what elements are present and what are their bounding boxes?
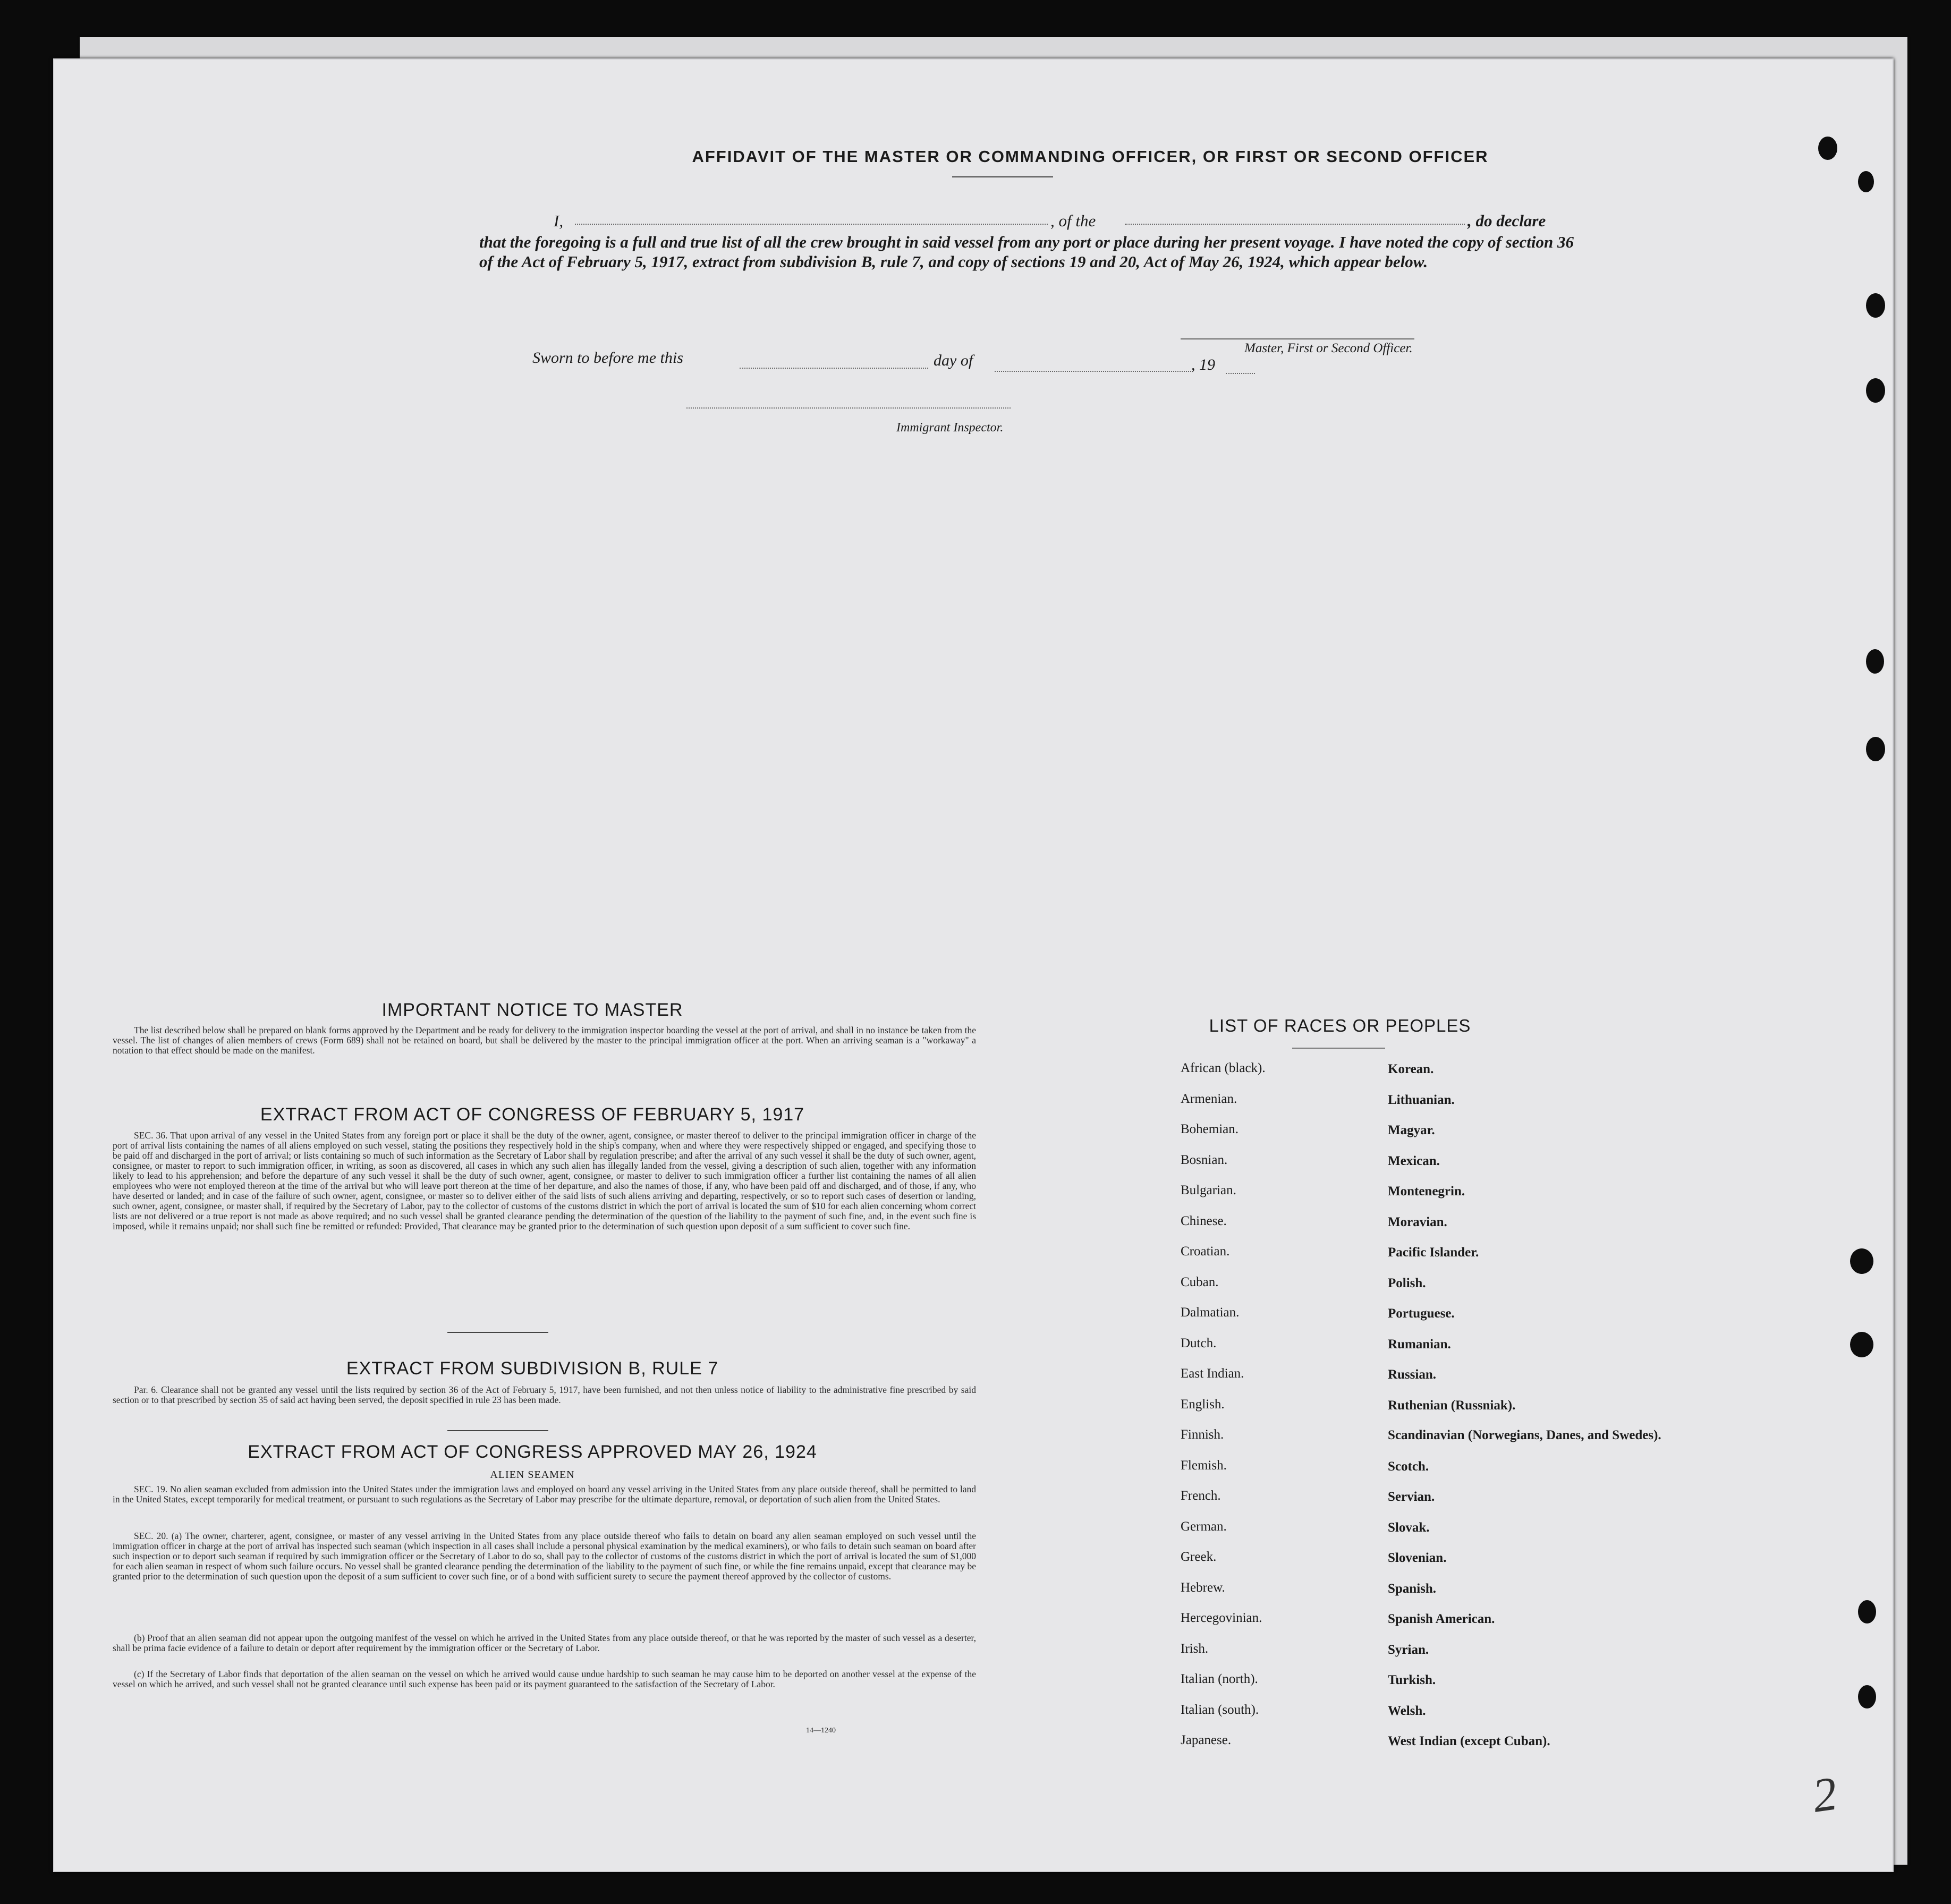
binder-hole-icon [1866,378,1885,403]
sworn-text: Sworn to before me this [532,349,683,367]
race-item: Lithuanian. [1388,1092,1455,1107]
race-item: Montenegrin. [1388,1184,1465,1198]
race-item: Turkish. [1388,1673,1436,1687]
notice-title: IMPORTANT NOTICE TO MASTER [381,1000,683,1020]
race-item: Armenian. [1181,1091,1237,1106]
document-page [53,58,1894,1872]
race-item: Ruthenian (Russniak). [1388,1398,1516,1413]
form-number: 14—1240 [806,1727,836,1735]
race-item: Polish. [1388,1276,1426,1290]
declaration-i: I, [554,211,564,230]
binder-hole-icon [1818,137,1837,160]
race-item: Rumanian. [1388,1337,1451,1352]
race-item: Scandinavian (Norwegians, Danes, and Swedes). [1388,1428,1661,1442]
race-item: Croatian. [1181,1244,1230,1259]
race-item: West Indian (except Cuban). [1388,1734,1550,1748]
extract-rule7-text: Par. 6. Clearance shall not be granted any vessel until the lists required by section 36 of the Act of February 5, 1917, have been furnished, and not then unless notice of liability to the administrative fine prescribed by said section or to that prescribed by section 35 of said act having been served, the deposit specified in rule 23 has been made. [113,1384,976,1405]
declaration-do-declare: , do declare [1468,211,1546,230]
race-item: Bosnian. [1181,1152,1228,1167]
section-20c-text: (c) If the Secretary of Labor finds that deportation of the alien seaman on the vessel on which he arrived would cause undue hardship to such seaman he may cause him to be deported on another vessel at the expense of the vessel on which he arrived, and such vessel shall not be granted clearance until such expense has been paid or its payment guaranteed to the satisfaction of the Secretary of Labor. [113,1669,976,1689]
race-item: Korean. [1388,1062,1434,1076]
binder-hole-icon [1858,171,1874,192]
declaration-fill-line [479,211,1574,232]
section-20a-text: SEC. 20. (a) The owner, charterer, agent, consignee, or master of any vessel arriving in the United States from any place outside thereof who fails to detain on board any alien seaman employed on such vessel until the immigration officer in charge at the port of arrival has inspected such seaman (which inspection in all cases shall include a personal physical examination by the medical examiners), or who fails to detain such seaman on board after such inspection or to deport such seaman if required by such immigration officer or the Secretary of Labor to do so, shall pay to the collector of customs of the customs district in which the port of arrival is located the sum of $1,000 for each alien seaman in respect of whom such failure occurs. No vessel shall be granted clearance pending the determination of the liability to the payment of such fine, or while the fine remains unpaid, except that clearance may be granted prior to the determination of such question upon the deposit of a sum sufficient to cover such fine, or of a bond with sufficient surety to secure the payment thereof approved by the collector of customs. [113,1531,976,1582]
sworn-month-field[interactable] [995,371,1191,372]
race-item: Mexican. [1388,1153,1440,1168]
race-item: Japanese. [1181,1733,1232,1747]
race-item: Italian (north). [1181,1672,1258,1686]
races-title: LIST OF RACES OR PEOPLES [1209,1016,1471,1035]
race-item: Slovenian. [1388,1551,1447,1565]
race-item: Hebrew. [1181,1580,1225,1595]
vessel-name-field[interactable] [1125,212,1465,225]
race-item: Magyar. [1388,1123,1435,1137]
race-item: Slovak. [1388,1520,1430,1535]
binder-hole-icon [1866,737,1885,761]
binder-hole-icon [1850,1332,1873,1357]
race-item: Moravian. [1388,1214,1447,1229]
declaration-of-the: , of the [1050,211,1096,230]
binder-hole-icon [1858,1600,1876,1624]
master-name-field[interactable] [575,212,1048,225]
section-19-text: SEC. 19. No alien seaman excluded from admission into the United States under the immigration laws and employed on board any vessel arriving in the United States from any place outside thereof, shall be permitted to land in the United States, except temporarily for medical treatment, or pursuant to such regulations as the Secretary of Labor may prescribe for the ultimate departure, removal, or deportation of such alien from the United States. [113,1484,976,1504]
race-item: Bulgarian. [1181,1183,1236,1197]
race-item: Flemish. [1181,1458,1227,1473]
race-item: German. [1181,1519,1227,1534]
race-item: Greek. [1181,1550,1217,1564]
race-item: Pacific Islander. [1388,1245,1479,1260]
race-item: Italian (south). [1181,1702,1259,1717]
master-signature-label: Master, First or Second Officer. [1244,341,1413,355]
extract-1917-text: SEC. 36. That upon arrival of any vessel in the United States from any foreign port or place it shall be the duty of the owner, agent, consignee, or master thereof to deliver to the principal immigration officer in charge of the port of arrival lists containing the names of all aliens employed on such vessel, stating the positions they respectively hold in the ship's company, when and where they were respectively shipped or engaged, and specifying those to be paid off and discharged in the port of arrival; or lists containing so much of such information as the Secretary of Labor shall by regulation prescribe; and after the arrival of any such vessel it shall be the duty of such owner, agent, consignee, or master to report to such immigration officer, in writing, as soon as discovered, all cases in which any such alien has illegally landed from the vessel, giving a description of such alien, together with any information likely to lead to his apprehension; and before the departure of any such vessel it shall be the duty of such owner, agent, consignee, or master to deliver to such immigration officer a further list containing the names of all alien employees who were not employed thereon at the time of the arrival but who will leave port thereon at the time of her departure, and also the names of those, if any, who have been paid off and discharged, and of those, if any, who have deserted or landed; and in case of the failure of such owner, agent, consignee, or master so to deliver either of the said lists of such aliens arriving and departing, respectively, or so to report such cases of desertion or landing, such owner, agent, consignee, or master shall, if required by the Secretary of Labor, pay to the collector of customs of the customs district in which the port of arrival is located the sum of $10 for each alien concerning whom correct lists are not delivered or a true report is not made as above required; and no such vessel shall be granted clearance pending the determination of the question of the liability to the payment of such fine, and, in the event such fine is imposed, while it remains unpaid; nor shall such fine be remitted or refunded: Provided, That clearance may be granted prior to the determination of such question upon deposit of a sum sufficient to cover such fine. [113,1130,976,1231]
race-item: Welsh. [1388,1703,1426,1718]
race-item: Portuguese. [1388,1306,1455,1321]
binder-hole-icon [1858,1685,1876,1708]
race-item: Hercegovinian. [1181,1611,1262,1625]
race-item: Cuban. [1181,1274,1219,1289]
race-item: Bohemian. [1181,1122,1239,1136]
race-item: Irish. [1181,1641,1209,1656]
races-divider [1292,1048,1385,1049]
extract-1917-title: EXTRACT FROM ACT OF CONGRESS OF FEBRUARY 5, 1917 [260,1104,805,1125]
binder-hole-icon [1866,649,1884,674]
inspector-signature-line[interactable] [686,407,1011,409]
race-item: English. [1181,1397,1225,1412]
inspector-label: Immigrant Inspector. [896,421,1004,435]
sworn-year-prefix: , 19 [1191,356,1215,373]
master-signature-line[interactable] [1181,338,1414,339]
affidavit-declaration [479,211,1574,271]
notice-text: The list described below shall be prepared on blank forms approved by the Department and be ready for delivery to the immigration inspector boarding the vessel at the port of arrival, and shall in no instance be taken from the vessel. The list of changes of alien members of crews (Form 689) shall not be retained on board, but shall be delivered by the master to the principal immigration officer at the port. When an arriving seaman is a "workaway" a notation to that effect should be made on the manifest. [113,1025,976,1056]
alien-seamen-subtitle: ALIEN SEAMEN [490,1469,575,1481]
extract-rule7-title: EXTRACT FROM SUBDIVISION B, RULE 7 [346,1358,719,1379]
race-item: Dalmatian. [1181,1305,1240,1320]
race-item: French. [1181,1489,1221,1503]
sworn-day-field[interactable] [740,368,928,369]
race-item: Spanish American. [1388,1612,1495,1626]
extract-divider-2 [447,1430,548,1431]
affidavit-title: AFFIDAVIT OF THE MASTER OR COMMANDING OFFICER, OR FIRST OR SECOND OFFICER [692,147,1489,166]
extract-divider-1 [447,1332,548,1333]
race-item: Russian. [1388,1367,1437,1382]
race-item: Spanish. [1388,1581,1437,1596]
race-item: Chinese. [1181,1213,1227,1228]
title-divider [952,176,1053,177]
race-item: Finnish. [1181,1427,1224,1442]
race-item: African (black). [1181,1061,1266,1075]
race-item: Syrian. [1388,1642,1429,1657]
section-20b-text: (b) Proof that an alien seaman did not appear upon the outgoing manifest of the vessel on which he arrived in the United States from any place outside thereof, or that he was reported by the master of such vessel as a deserter, shall be prima facie evidence of a failure to detain or deport after requirement by the immigration officer or the Secretary of Labor. [113,1633,976,1653]
race-item: Dutch. [1181,1336,1217,1350]
binder-hole-icon [1866,293,1885,318]
declaration-body: that the foregoing is a full and true list of all the crew brought in said vessel from any port or place during her present voyage. I have noted the copy of section 36 of the Act of February 5, 1917, extract from subdivision B, rule 7, and copy of sections 19 and 20, Act of May 26, 1924, which appear below. [479,233,1574,271]
binder-hole-icon [1850,1248,1873,1274]
race-item: East Indian. [1181,1366,1244,1381]
sworn-day-of: day of [934,352,973,369]
race-item: Scotch. [1388,1459,1429,1474]
extract-1924-title: EXTRACT FROM ACT OF CONGRESS APPROVED MAY 26, 1924 [248,1442,817,1462]
races-right-column [1388,1062,1664,1765]
sworn-year-field[interactable] [1226,373,1255,374]
races-left-column [1181,1061,1372,1764]
race-item: Servian. [1388,1490,1435,1504]
handwritten-page-number: 2 [1809,1767,1840,1823]
